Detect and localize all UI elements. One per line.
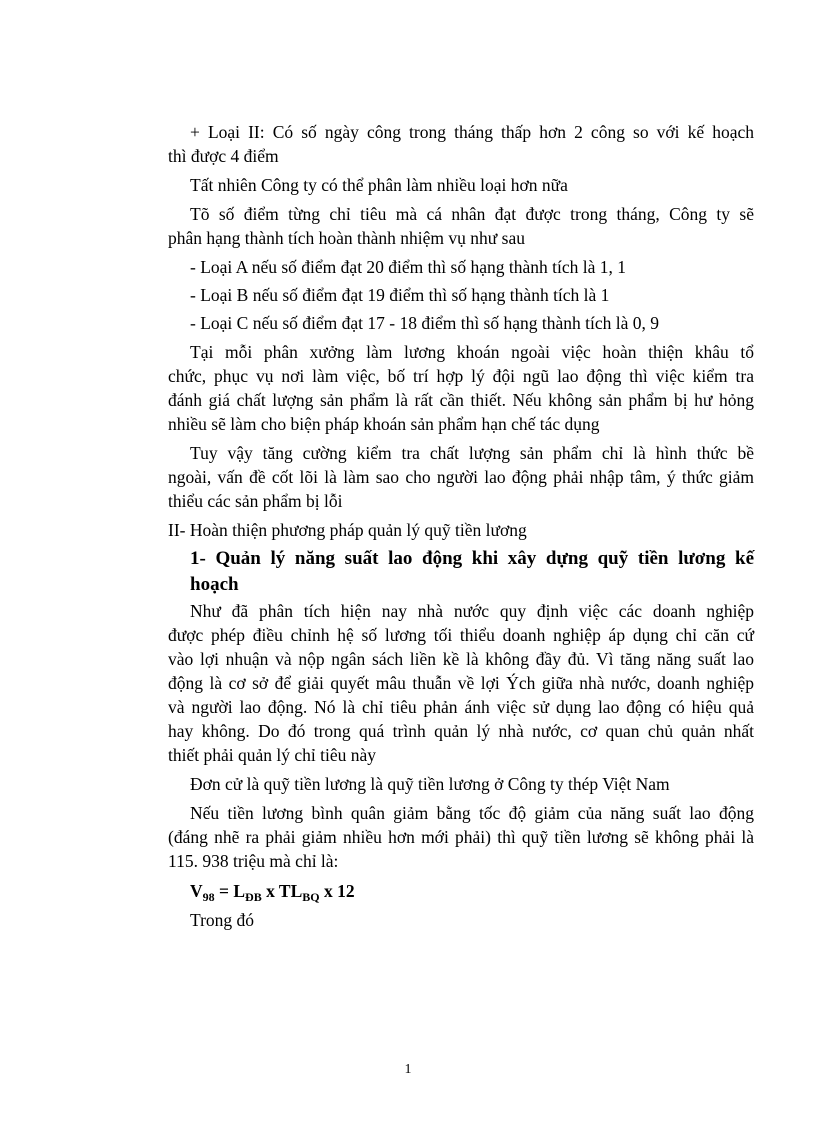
paragraph-line: + Loại II: Có số ngày công trong tháng thấp hơn 2 công so với kế hoạch: [190, 122, 754, 142]
list-item: - Loại A nếu số điểm đạt 20 điểm thì số hạng thành tích là 1, 1: [190, 257, 626, 277]
formula-tl-subscript: BQ: [302, 890, 320, 904]
formula-mid: x TL: [261, 881, 303, 901]
paragraph-line: phân hạng thành tích hoàn thành nhiệm vụ như sau: [168, 228, 525, 248]
paragraph-line: chức, phục vụ nơi làm việc, bố trí hợp lý đội ngũ lao động thì việc kiểm tra: [168, 366, 754, 386]
paragraph-line: 115. 938 triệu mà chỉ là:: [168, 851, 339, 871]
paragraph-line: thiểu các sản phẩm bị lỗi: [168, 491, 343, 511]
paragraph-line: và người lao động. Nó là chỉ tiêu phản ánh việc sử dụng lao động có hiệu quả: [168, 697, 754, 717]
section-heading: II- Hoàn thiện phương pháp quản lý quỹ tiền lương: [168, 520, 527, 540]
paragraph-line: vào lợi nhuận và nộp ngân sách liền kề là không đầy đủ. Vì tăng năng suất lao: [168, 649, 754, 669]
page-number: 1: [404, 1062, 412, 1077]
paragraph-line: thiết phải quản lý chỉ tiêu này: [168, 745, 377, 765]
subsection-heading: hoạch: [190, 574, 239, 595]
paragraph-line: thì được 4 điểm: [168, 146, 279, 166]
paragraph-line: được phép điều chỉnh hệ số lương tối thiểu doanh nghiệp áp dụng chỉ căn cứ: [168, 625, 754, 645]
paragraph-line: hay không. Do đó trong quá trình quản lý nhà nước, cơ quan chủ quản nhất: [168, 721, 754, 741]
subsection-heading: 1- Quản lý năng suất lao động khi xây dựng quỹ tiền lương kế: [190, 548, 754, 569]
paragraph-line: Tại mỗi phân xưởng làm lương khoán ngoài việc hoàn thiện khâu tổ: [190, 342, 754, 362]
list-item: - Loại B nếu số điểm đạt 19 điểm thì số hạng thành tích là 1: [190, 285, 610, 305]
paragraph-line: Đơn cử là quỹ tiền lương là quỹ tiền lương ở Công ty thép Việt Nam: [190, 774, 670, 794]
paragraph-line: Như đã phân tích hiện nay nhà nước quy định việc các doanh nghiệp: [190, 601, 754, 621]
formula-eq: = L: [214, 881, 246, 901]
paragraph-line: Nếu tiền lương bình quân giảm bằng tốc độ giảm của năng suất lao động: [190, 803, 754, 823]
paragraph-line: đánh giá chất lượng sản phẩm là rất cần thiết. Nếu không sản phẩm bị hư hỏng: [168, 390, 754, 410]
paragraph-line: Tuy vậy tăng cường kiểm tra chất lượng sản phẩm chỉ là hình thức bề: [190, 443, 754, 463]
paragraph-line: (đáng nhẽ ra phải giảm nhiều hơn mới phải) thì quỹ tiền lương sẽ không phải là: [168, 827, 754, 847]
paragraph-line: động là cơ sở để giải quyết mâu thuẫn về lợi Ých giữa nhà nước, doanh nghiệp: [168, 673, 754, 693]
paragraph-line: nhiều sẽ làm cho biện pháp khoán sản phẩm hạn chế tác dụng: [168, 414, 600, 434]
formula: [190, 883, 355, 903]
paragraph-line: Tất nhiên Công ty có thể phân làm nhiều loại hơn nữa: [190, 175, 568, 195]
list-item: - Loại C nếu số điểm đạt 17 - 18 điểm thì số hạng thành tích là 0, 9: [190, 313, 660, 333]
formula-tail: x 12: [319, 881, 355, 901]
formula-v-subscript: 98: [202, 890, 215, 904]
paragraph-line: ngoài, vấn đề cốt lõi là làm sao cho người lao động phải nhập tâm, ý thức giảm: [168, 467, 754, 487]
formula-v: V: [190, 881, 203, 901]
formula-l-subscript: ĐB: [245, 890, 262, 904]
paragraph-line: Trong đó: [190, 910, 255, 930]
paragraph-line: Tõ số điểm từng chỉ tiêu mà cá nhân đạt được trong tháng, Công ty sẽ: [190, 204, 754, 224]
